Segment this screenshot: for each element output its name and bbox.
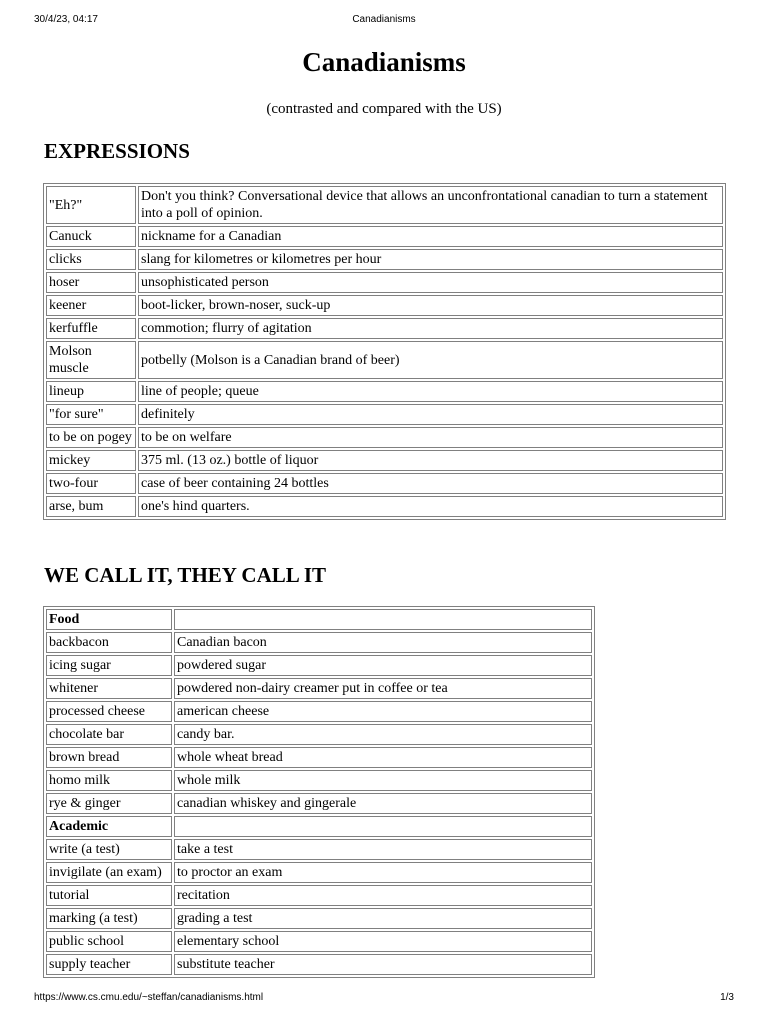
expression-definition: slang for kilometres or kilometres per hour	[138, 249, 723, 270]
table-row	[46, 249, 723, 270]
table-row	[46, 885, 592, 906]
expression-term: arse, bum	[46, 496, 136, 517]
canadian-term: write (a test)	[46, 839, 172, 860]
canadian-term: supply teacher	[46, 954, 172, 975]
table-row	[46, 496, 723, 517]
expression-definition: commotion; flurry of agitation	[138, 318, 723, 339]
category-label: Food	[46, 609, 172, 630]
table-row	[46, 908, 592, 929]
table-row	[46, 427, 723, 448]
table-row	[46, 931, 592, 952]
table-row	[46, 724, 592, 745]
expression-definition: unsophisticated person	[138, 272, 723, 293]
table-row	[46, 381, 723, 402]
expression-term: Canuck	[46, 226, 136, 247]
table-row	[46, 862, 592, 883]
us-term: powdered non-dairy creamer put in coffee or tea	[174, 678, 592, 699]
expression-definition: boot-licker, brown-noser, suck-up	[138, 295, 723, 316]
canadian-term: public school	[46, 931, 172, 952]
us-term: recitation	[174, 885, 592, 906]
expression-term: keener	[46, 295, 136, 316]
us-term: substitute teacher	[174, 954, 592, 975]
table-row	[46, 770, 592, 791]
table-row	[46, 341, 723, 379]
table-row	[46, 632, 592, 653]
expression-term: "for sure"	[46, 404, 136, 425]
table-row	[46, 226, 723, 247]
expression-term: lineup	[46, 381, 136, 402]
expression-definition: one's hind quarters.	[138, 496, 723, 517]
expression-definition: line of people; queue	[138, 381, 723, 402]
expression-term: mickey	[46, 450, 136, 471]
us-term: whole wheat bread	[174, 747, 592, 768]
us-term: candy bar.	[174, 724, 592, 745]
table-row	[46, 404, 723, 425]
us-term: american cheese	[174, 701, 592, 722]
expression-term: kerfuffle	[46, 318, 136, 339]
table-row	[46, 793, 592, 814]
us-term: elementary school	[174, 931, 592, 952]
expression-definition: 375 ml. (13 oz.) bottle of liquor	[138, 450, 723, 471]
table-row	[46, 318, 723, 339]
table-row	[46, 450, 723, 471]
canadian-term: brown bread	[46, 747, 172, 768]
us-term: canadian whiskey and gingerale	[174, 793, 592, 814]
table-row	[46, 839, 592, 860]
expression-definition: definitely	[138, 404, 723, 425]
we-call-it-table	[43, 606, 595, 978]
empty-cell	[174, 816, 592, 837]
canadian-term: chocolate bar	[46, 724, 172, 745]
us-term: to proctor an exam	[174, 862, 592, 883]
us-term: whole milk	[174, 770, 592, 791]
table-row	[46, 295, 723, 316]
expressions-table	[43, 183, 726, 520]
canadian-term: tutorial	[46, 885, 172, 906]
expression-term: hoser	[46, 272, 136, 293]
table-row	[46, 954, 592, 975]
print-url: https://www.cs.cmu.edu/~steffan/canadianisms.html	[34, 992, 264, 1003]
expression-term: "Eh?"	[46, 186, 136, 224]
expression-term: Molson muscle	[46, 341, 136, 379]
us-term: grading a test	[174, 908, 592, 929]
expression-term: to be on pogey	[46, 427, 136, 448]
category-label: Academic	[46, 816, 172, 837]
expression-definition: Don't you think? Conversational device that allows an unconfrontational canadian to turn a statement into a poll of opinion.	[138, 186, 723, 224]
page-title: Canadianisms	[302, 47, 466, 77]
canadian-term: processed cheese	[46, 701, 172, 722]
canadian-term: rye & ginger	[46, 793, 172, 814]
canadian-term: backbacon	[46, 632, 172, 653]
us-term: take a test	[174, 839, 592, 860]
expression-definition: potbelly (Molson is a Canadian brand of beer)	[138, 341, 723, 379]
expression-term: clicks	[46, 249, 136, 270]
canadian-term: whitener	[46, 678, 172, 699]
print-header	[0, 14, 768, 28]
expression-definition: case of beer containing 24 bottles	[138, 473, 723, 494]
us-term: powdered sugar	[174, 655, 592, 676]
table-row	[46, 678, 592, 699]
table-row	[46, 655, 592, 676]
canadian-term: marking (a test)	[46, 908, 172, 929]
table-row	[46, 272, 723, 293]
print-footer	[0, 992, 768, 1006]
expression-term: two-four	[46, 473, 136, 494]
table-row	[46, 473, 723, 494]
table-row	[46, 701, 592, 722]
canadian-term: invigilate (an exam)	[46, 862, 172, 883]
canadian-term: homo milk	[46, 770, 172, 791]
canadian-term: icing sugar	[46, 655, 172, 676]
empty-cell	[174, 609, 592, 630]
category-row	[46, 816, 592, 837]
we-call-it-heading: WE CALL IT, THEY CALL IT	[44, 563, 327, 587]
print-page-number: 1/3	[720, 992, 734, 1003]
print-doc-title: Canadianisms	[352, 14, 416, 25]
expressions-heading: EXPRESSIONS	[44, 139, 190, 163]
print-datetime: 30/4/23, 04:17	[34, 14, 98, 25]
category-row	[46, 609, 592, 630]
us-term: Canadian bacon	[174, 632, 592, 653]
table-row	[46, 747, 592, 768]
page-subtitle: (contrasted and compared with the US)	[266, 101, 502, 117]
expression-definition: nickname for a Canadian	[138, 226, 723, 247]
expression-definition: to be on welfare	[138, 427, 723, 448]
table-row	[46, 186, 723, 224]
